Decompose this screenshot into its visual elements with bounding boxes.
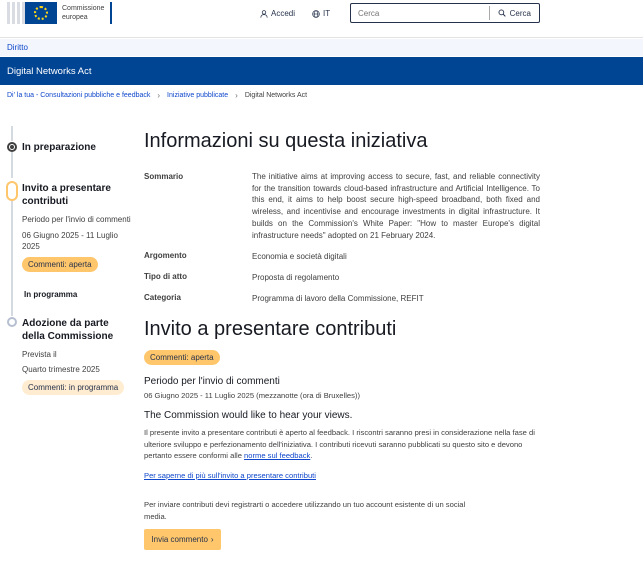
eu-flag-icon <box>25 2 57 24</box>
language-label: IT <box>323 9 331 18</box>
page-banner <box>0 57 643 85</box>
subnav-diritto-link[interactable]: Diritto <box>7 43 28 52</box>
chevron-right-icon: › <box>210 535 214 544</box>
login-label: Accedi <box>271 9 296 18</box>
topic-label: Argomento <box>144 251 187 260</box>
step-call-dates-l1: 06 Giugno 2025 - 11 Luglio <box>22 231 118 240</box>
search-box <box>350 3 540 23</box>
summary-value: The initiative aims at improving access to secure, fast, and reliable connectivity for the transition towards cloud-based infrastructure and Artificial Intelligence. To this end, it aims to help boost secure high-speed broadband, both fixed and wireless, and incentivise and encourage investments in digital infrastructure. It builds on the Commission's White Paper: "How to master Europe's digital infrastructure needs" adopted on 21 February 2024. <box>252 172 540 240</box>
call-heading: Invito a presentare contributi <box>144 318 397 340</box>
step-completed-icon <box>7 142 17 152</box>
login-link[interactable] <box>260 9 295 18</box>
globe-icon <box>312 10 320 18</box>
step-call-title-l1: Invito a presentare <box>22 183 111 194</box>
register-text: Per inviare contributi devi registrarti o accedere utilizzando un tuo account esistente di un social media. <box>144 500 466 521</box>
sub-navigation <box>0 39 643 56</box>
step-adoption-title-l2: della Commissione <box>22 331 114 342</box>
timeline-line <box>11 152 13 178</box>
breadcrumb-item-initiatives[interactable]: Iniziative pubblicate <box>167 92 229 99</box>
status-badge: Commenti: in programma <box>22 380 124 395</box>
breadcrumb-item-consultations[interactable]: Di' la tua - Consultazioni pubbliche e feedback <box>7 92 151 99</box>
search-button[interactable] <box>489 6 539 20</box>
status-badge: Commenti: aperta <box>144 350 220 365</box>
category-label: Categoria <box>144 293 181 302</box>
search-input[interactable] <box>351 4 489 22</box>
learn-more-link[interactable]: Per saperne di più sull'invito a presentare contributi <box>144 471 316 480</box>
chevron-right-icon: › <box>157 91 161 100</box>
logo-text <box>62 2 112 24</box>
step-in-preparation-title: In preparazione <box>22 142 96 153</box>
period-heading: Periodo per l'invio di commenti <box>144 376 280 387</box>
breadcrumb <box>7 91 307 100</box>
hear-views-heading: The Commission would like to hear your views. <box>144 410 353 421</box>
logo-line2: europea <box>62 14 88 21</box>
info-heading: Informazioni su questa iniziativa <box>144 130 428 152</box>
submit-feedback-label: Invia commento <box>151 535 208 544</box>
timeline-line <box>11 200 13 316</box>
step-adoption-title-l1: Adozione da parte <box>22 318 109 329</box>
search-button-label: Cerca <box>509 8 531 18</box>
site-header <box>0 0 643 38</box>
search-icon <box>498 9 506 17</box>
step-upcoming-icon <box>7 317 17 327</box>
banner-title: Digital Networks Act <box>7 66 92 77</box>
step-current-icon <box>6 181 18 201</box>
feedback-rules-link[interactable]: norme sul feedback <box>244 451 311 460</box>
step-adoption-planned: Prevista il <box>22 350 57 359</box>
timeline-line <box>11 126 13 141</box>
step-adoption-quarter: Quarto trimestre 2025 <box>22 365 100 374</box>
step-call-period-label: Periodo per l'invio di commenti <box>22 215 131 224</box>
period-value: 06 Giugno 2025 - 11 Luglio 2025 (mezzanotte (ora di Bruxelles)) <box>144 391 360 400</box>
breadcrumb-current: Digital Networks Act <box>244 92 308 99</box>
step-call-title-l2: contributi <box>22 196 69 207</box>
topic-value: Economia e società digitali <box>252 252 347 261</box>
step-call-dates-l2: 2025 <box>22 242 40 251</box>
act-type-value: Proposta di regolamento <box>252 273 340 282</box>
summary-label: Sommario <box>144 172 184 181</box>
logo-line1: Commissione <box>62 5 105 12</box>
language-selector[interactable] <box>312 9 330 18</box>
chevron-right-icon: › <box>235 91 238 100</box>
call-paragraph-text: Il presente invito a presentare contributi è aperto al feedback. I riscontri saranno presi in considerazione nella fase di ulteriore sviluppo e perfezionamento dell'iniziativa. I contributi ricevuti saranno pubblicati su questo sito e devono pertanto essere conformi alle <box>144 428 535 460</box>
call-paragraph <box>144 427 540 462</box>
in-progress-label: In programma <box>24 290 78 299</box>
logo-building-icon <box>7 2 25 24</box>
call-paragraph-end: . <box>310 451 313 460</box>
status-badge: Commenti: aperta <box>22 257 98 272</box>
user-icon <box>260 10 268 18</box>
act-type-label: Tipo di atto <box>144 272 187 281</box>
submit-feedback-button[interactable] <box>144 529 221 550</box>
category-value: Programma di lavoro della Commissione, REFIT <box>252 294 424 303</box>
ec-logo[interactable] <box>7 0 112 26</box>
